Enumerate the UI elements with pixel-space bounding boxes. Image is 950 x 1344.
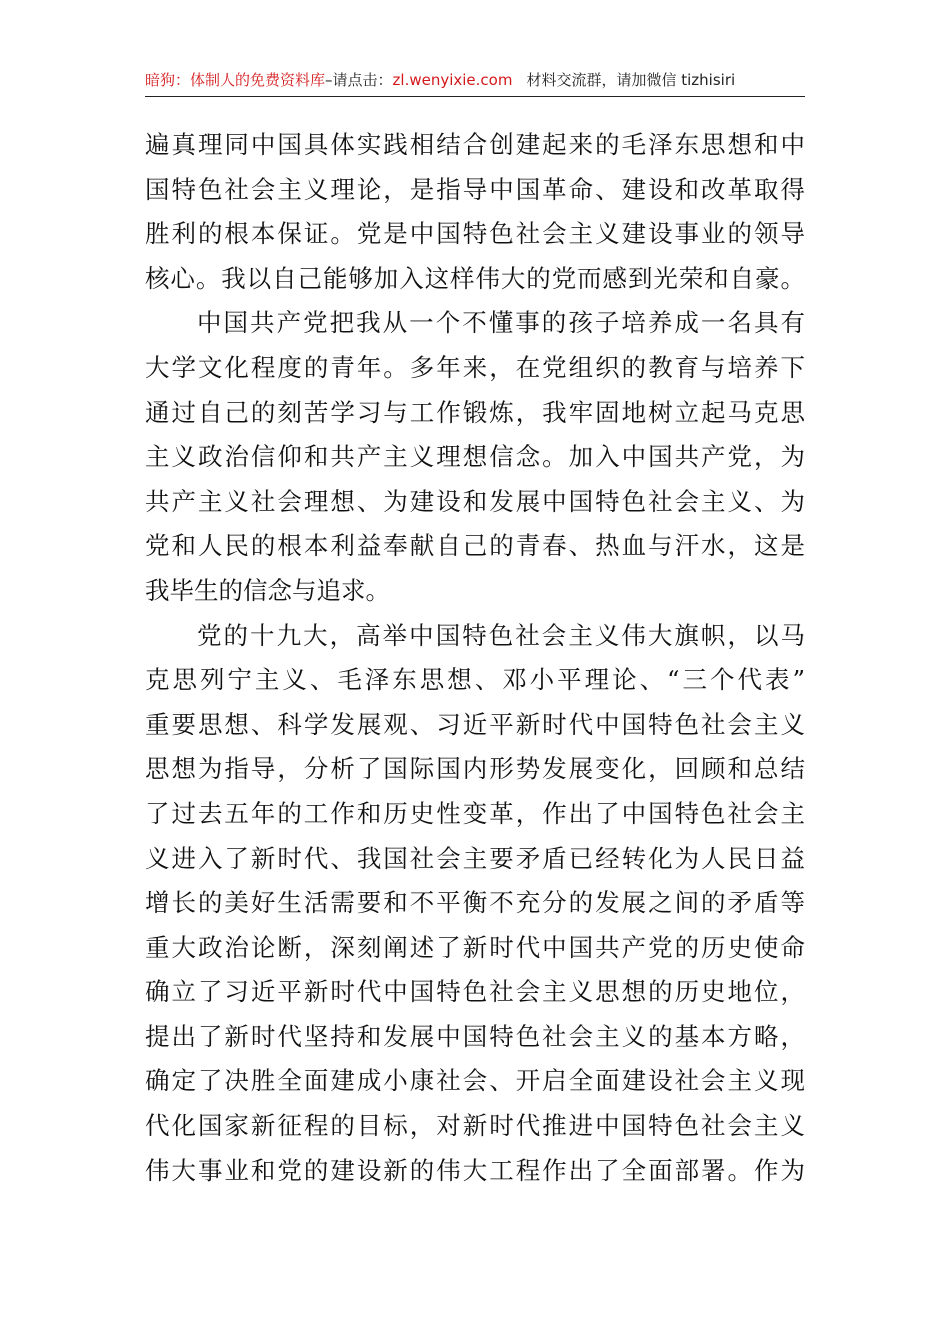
text-line: 主义政治信仰和共产主义理想信念。加入中国共产党，为 xyxy=(145,442,805,472)
text-line: 共产主义社会理想、为建设和发展中国特色社会主义、为 xyxy=(145,486,805,516)
text-line: 遍真理同中国具体实践相结合创建起来的毛泽东思想和中 xyxy=(145,130,805,159)
text-line: 党和人民的根本利益奉献自己的青春、热血与汗水，这是 xyxy=(145,531,805,561)
text-line: 大学文化程度的青年。多年来，在党组织的教育与培养下 xyxy=(145,352,805,382)
text-line: 伟大事业和党的建设新的伟大工程作出了全面部署。作为 xyxy=(145,1155,805,1185)
header-contact: 材料交流群，请加微信 tizhisiri xyxy=(526,71,736,89)
header-url-link[interactable]: zl.wenyixie.com xyxy=(392,71,513,89)
text-line-paragraph-start: 中国共产党把我从一个不懂事的孩子培养成一名具有 xyxy=(197,308,805,338)
text-line: 国特色社会主义理论，是指导中国革命、建设和改革取得 xyxy=(145,174,805,204)
text-line: 确定了决胜全面建成小康社会、开启全面建设社会主义现 xyxy=(145,1066,805,1096)
text-line-paragraph-end: 我毕生的信念与追求。 xyxy=(145,575,390,605)
text-line: 胜利的根本保证。党是中国特色社会主义建设事业的领导 xyxy=(145,219,805,249)
text-line: 了过去五年的工作和历史性变革，作出了中国特色社会主 xyxy=(145,798,805,828)
header-site-name: 暗狗：体制人的免费资料库 xyxy=(145,71,326,89)
text-line: 提出了新时代坚持和发展中国特色社会主义的基本方略， xyxy=(145,1021,805,1051)
document-body xyxy=(145,123,805,1193)
text-line: 重要思想、科学发展观、习近平新时代中国特色社会主义 xyxy=(145,709,805,739)
text-line-paragraph-start: 党的十九大，高举中国特色社会主义伟大旗帜，以马 xyxy=(197,620,805,650)
text-line: 通过自己的刻苦学习与工作锻炼，我牢固地树立起马克思 xyxy=(145,397,805,427)
text-line: 核心。我以自己能够加入这样伟大的党而感到光荣和自豪。 xyxy=(145,263,805,293)
text-line: 克思列宁主义、毛泽东思想、邓小平理论、“三个代表” xyxy=(145,665,805,695)
header-click-label: –请点击： xyxy=(325,71,393,89)
text-line: 思想为指导，分析了国际国内形势发展变化，回顾和总结 xyxy=(145,754,805,784)
text-line: 增长的美好生活需要和不平衡不充分的发展之间的矛盾等 xyxy=(145,888,805,918)
text-line: 义进入了新时代、我国社会主要矛盾已经转化为人民日益 xyxy=(145,843,805,873)
page-header xyxy=(145,66,805,97)
text-line: 确立了习近平新时代中国特色社会主义思想的历史地位， xyxy=(145,977,805,1007)
text-line: 代化国家新征程的目标，对新时代推进中国特色社会主义 xyxy=(145,1111,805,1141)
text-line: 重大政治论断，深刻阐述了新时代中国共产党的历史使命 xyxy=(145,932,805,962)
